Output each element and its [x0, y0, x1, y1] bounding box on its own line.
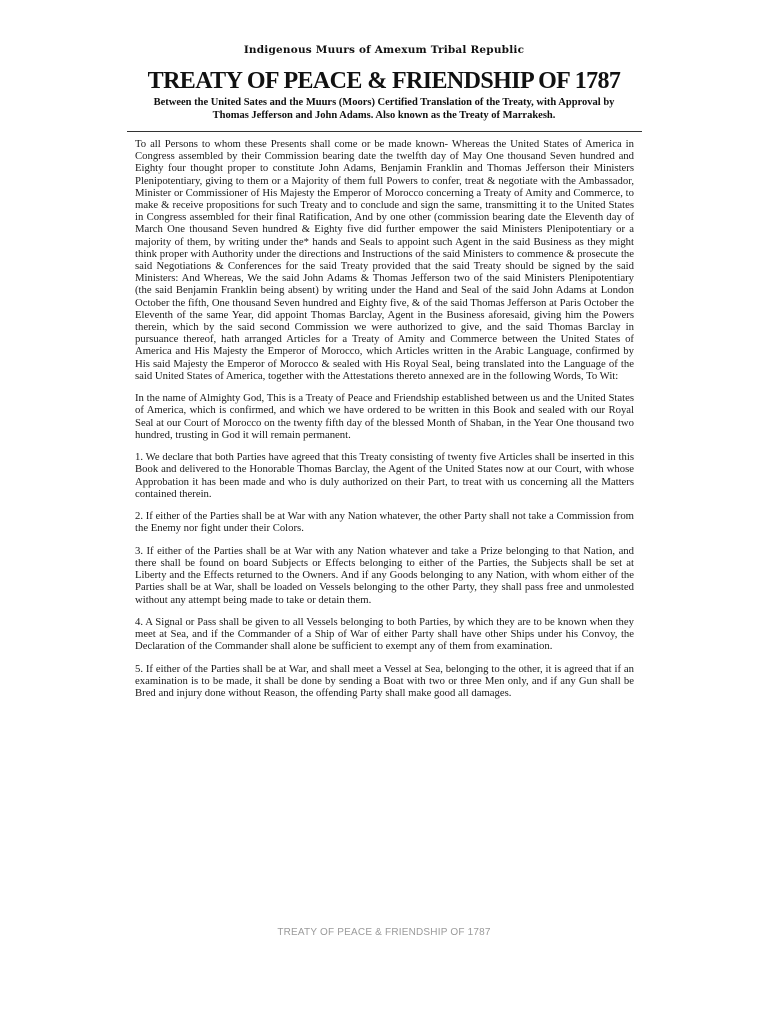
article-1-paragraph: 1. We declare that both Parties have agreed that this Treaty consisting of twenty five Articles shall be inserted in this Book and delivered to the Honorable Thomas Barclay, the Agent of the United States now at our Court, with whose Approbation it has been made and who is duly authorized on their Part, to treat with us concerning all the Matters contained therein. — [135, 451, 634, 500]
tribal-header: Indigenous Muurs of Amexum Tribal Republic — [243, 44, 525, 56]
treaty-body — [135, 138, 634, 710]
page-title: TREATY OF PEACE & FRIENDSHIP OF 1787 — [147, 68, 621, 94]
page-subtitle: Between the United Sates and the Muurs (Moors) Certified Translation of the Treaty, with Approval by Thomas Jefferson and John Adams. Also known as the Treaty of Marrakesh. — [153, 97, 615, 121]
page-footer: TREATY OF PEACE & FRIENDSHIP OF 1787 — [277, 927, 491, 938]
article-3-paragraph: 3. If either of the Parties shall be at War with any Nation whatever and take a Prize belonging to that Nation, and there shall be found on board Subjects or Effects belonging to either of the Parties, the Subjects shall be set at Liberty and the Effects returned to the Owners. And if any Goods belonging to any Nation, with whom either of the Parties shall be at War, shall be loaded on Vessels belonging to the other Party, they shall pass free and unmolested without any attempt being made to take or detain them. — [135, 544, 634, 606]
header-divider — [127, 131, 642, 132]
article-2-paragraph: 2. If either of the Parties shall be at War with any Nation whatever, the other Party shall not take a Commission from the Enemy nor fight under their Colors. — [135, 510, 634, 535]
preamble-paragraph: To all Persons to whom these Presents shall come or be made known- Whereas the United States of America in Congress assembled by their Commission bearing date the twelfth day of May One thousand Seven hundred and Eighty four thought proper to constitute John Adams, Benjamin Franklin and Thomas Jefferson their Ministers Plenipotentiary, giving to them or a Majority of them full Powers to confer, treat & negotiate with the Ambassador, Minister or Commissioner of His Majesty the Emperor of Morocco concerning a Treaty of Amity and Commerce, to make & receive propositions for such Treaty and to conclude and sign the same, transmitting it to the United States in Congress assembled for their final Ratification, And by one other (commission bearing date the Eleventh day of March One thousand Seven hundred & Eighty five did further empower the said Ministers Plenipotentiary or a majority of them, by writing under the* hands and Seals to appoint such Agent in the said Business as they might think proper with Authority under the directions and Instructions of the said Ministers to commence & prosecute the said Negotiations & Conferences for the said Treaty provided that the said Treaty should be signed by the said Ministers: And Whereas, We the said John Adams & Thomas Jefferson two of the said Ministers Plenipotentiary (the said Benjamin Franklin being absent) by writing under the Hand and Seal of the said John Adams at London October the fifth, One thousand Seven hundred and Eighty five, & of the said Thomas Jefferson at Paris October the Eleventh of the same Year, did appoint Thomas Barclay, Agent in the Business aforesaid, giving him the Powers therein, which by the said second Commission we were authorized to give, and the said Thomas Barclay in pursuance thereof, hath arranged Articles for a Treaty of Amity and Commerce between the United States of America and His Majesty the Emperor of Morocco, which Articles written in the Arabic Language, confirmed by His said Majesty the Emperor of Morocco & sealed with His Royal Seal, being translated into the Language of the said United States of America, together with the Attestations thereto annexed are in the following Words, To Wit: — [135, 138, 634, 382]
invocation-paragraph: In the name of Almighty God, This is a Treaty of Peace and Friendship established between us and the United States of America, which is confirmed, and which we have ordered to be written in this Book and sealed with our Royal Seal at our Court of Morocco on the twenty fifth day of the blessed Month of Shaban, in the Year One thousand two hundred, trusting in God it will remain permanent. — [135, 392, 634, 441]
article-4-paragraph: 4. A Signal or Pass shall be given to all Vessels belonging to both Parties, by which they are to be known when they meet at Sea, and if the Commander of a Ship of War of either Party shall have other Ships under his Convoy, the Declaration of the Commander shall alone be sufficient to exempt any of them from examination. — [135, 616, 634, 653]
article-5-paragraph: 5. If either of the Parties shall be at War, and shall meet a Vessel at Sea, belonging to the other, it is agreed that if an examination is to be made, it shall be done by sending a Boat with two or three Men only, and if any Gun shall be Bred and injury done without Reason, the offending Party shall make good all damages. — [135, 662, 634, 700]
